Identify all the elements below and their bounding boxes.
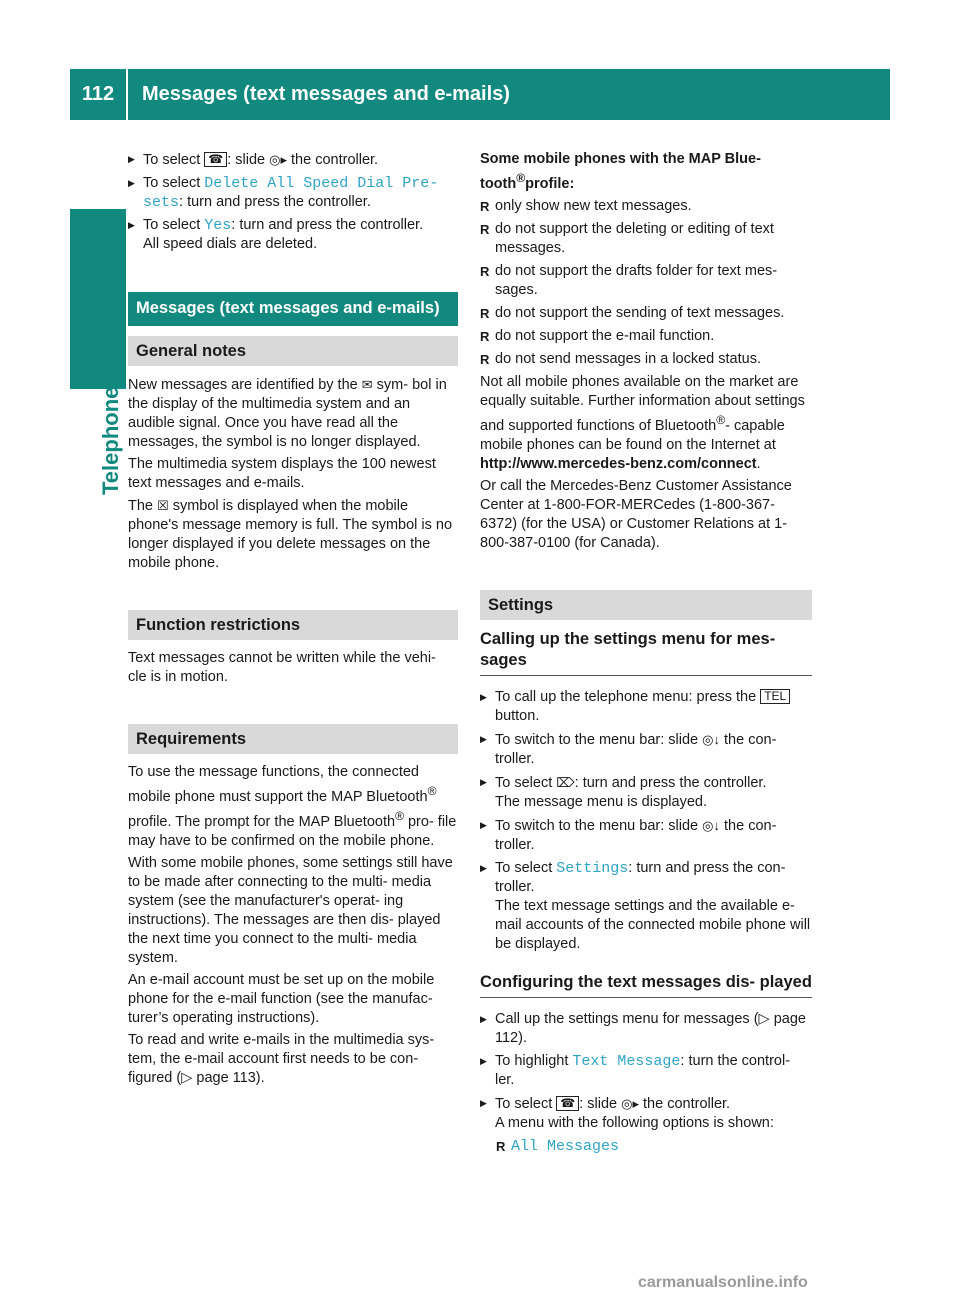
url-link[interactable]: http://www.mercedes-benz.com/connect xyxy=(480,455,757,472)
step-select-phone-menu: ▶ To select ☎ : slide ◎▸ the controller. xyxy=(128,150,458,170)
step: ▶ To select ☎ : slide ◎▸ the controller. A menu with the following options is shown: xyxy=(480,1094,812,1133)
message-menu-icon: ⌦ xyxy=(556,774,575,790)
heading-calling-settings: Calling up the settings menu for mes- sages xyxy=(480,629,812,676)
controller-slide-right-icon: ◎▸ xyxy=(269,152,287,167)
heading-requirements: Requirements xyxy=(128,724,458,754)
menu-item-settings: Settings xyxy=(556,859,629,877)
heading-general-notes: General notes xyxy=(128,336,458,366)
chapter-tab xyxy=(70,209,126,389)
step-select-yes: ▶ To select Yes: turn and press the controller. All speed dials are deleted. xyxy=(128,216,458,254)
right-column xyxy=(480,150,812,1160)
list-item: R do not support the drafts folder for text mes- sages. xyxy=(480,262,812,300)
step: ▶ To call up the telephone menu: press the TEL button. xyxy=(480,688,812,726)
paragraph: Text messages cannot be written while the vehi- cle is in motion. xyxy=(128,650,436,685)
heading-settings: Settings xyxy=(480,590,812,620)
envelope-icon: ✉ xyxy=(361,377,373,392)
menu-item-text-message: Text Message xyxy=(572,1052,681,1070)
chapter-label: Telephone xyxy=(98,386,123,495)
list-item xyxy=(496,1137,812,1156)
paragraph: The ☒ symbol is displayed when the mobile phone's message memory is full. The symbol is no longer displayed if you delete messages on the mobile phone. xyxy=(128,498,453,571)
page-ref-icon: ▷ xyxy=(181,1069,193,1086)
paragraph: To use the message functions, the connected mobile phone must support the MAP Bluetooth® profile. The prompt for the MAP Bluetooth® pro- file may have to be confirmed on the mobile phone. xyxy=(128,764,457,849)
paragraph: New messages are identified by the ✉ sym- bol in the display of the multimedia system and an audible signal. Once you have read all the messages, the symbol is no longer displayed. xyxy=(128,377,447,450)
left-column xyxy=(128,150,458,1091)
controller-slide-right-icon: ◎▸ xyxy=(621,1095,639,1111)
menu-item-all-messages: All Messages xyxy=(511,1137,620,1155)
list-item: R do not send messages in a locked status. xyxy=(480,350,812,369)
step: ▶ Call up the settings menu for messages (▷ page 112). xyxy=(480,1010,812,1048)
heading-function-restrictions: Function restrictions xyxy=(128,610,458,640)
watermark: carmanualsonline.info xyxy=(638,1274,808,1291)
telephone-menu-icon: ☎ xyxy=(204,152,227,167)
paragraph: To read and write e-mails in the multimedia sys- tem, the e-mail account first needs to be con- figured (▷ page 113). xyxy=(128,1031,435,1086)
list-item: R only show new text messages. xyxy=(480,197,812,216)
paragraph: With some mobile phones, some settings still have to be made after connecting to the multi- media system (see the manufacturer's operat- ing instructions). The messages are then dis- played the next time you connect to the multi- media system. xyxy=(128,854,453,966)
section-title-messages: Messages (text messages and e-mails) xyxy=(128,292,458,326)
step: ▶ To switch to the menu bar: slide ◎↓ the con- troller. xyxy=(480,816,812,855)
page-number: 112 xyxy=(81,83,115,105)
step: ▶ To highlight Text Message: turn the control- ler. xyxy=(480,1052,812,1090)
heading-configuring: Configuring the text messages dis- played xyxy=(480,972,812,998)
controller-slide-down-icon: ◎↓ xyxy=(702,731,720,747)
step: ▶ To select Settings: turn and press the con- troller. The text message settings and the available e- mail accounts of the connected mobile phone will be displayed. xyxy=(480,859,812,954)
intro-heading: Some mobile phones with the MAP Blue- tooth®profile: xyxy=(480,151,761,192)
paragraph: The multimedia system displays the 100 newest text messages and e-mails. xyxy=(128,456,436,491)
page-title: Messages (text messages and e-mails) xyxy=(142,83,510,105)
controller-slide-down-icon: ◎↓ xyxy=(702,817,720,833)
step-select-delete-speed-dials: ▶ To select Delete All Speed Dial Pre‐ sets: turn and press the controller. xyxy=(128,174,458,212)
menu-item-yes: Yes xyxy=(204,217,232,234)
header-divider xyxy=(126,69,128,120)
step: ▶ To switch to the menu bar: slide ◎↓ the con- troller. xyxy=(480,730,812,769)
paragraph: Not all mobile phones available on the market are equally suitable. Further information about settings and supported functions of Bluetooth®- capable mobile phones can be found on the Internet at http://www.mercedes-benz.com/connect. xyxy=(480,373,805,472)
paragraph: Or call the Mercedes-Benz Customer Assistance Center at 1-800-FOR-MERCedes (1-800-367-6372) (for the USA) or Customer Relations at 1-800-387-0100 (for Canada). xyxy=(480,477,792,551)
list-item: R do not support the sending of text messages. xyxy=(480,304,812,323)
tel-key-icon: TEL xyxy=(760,689,790,704)
list-item: R do not support the e-mail function. xyxy=(480,327,812,346)
menu-item-delete-speed-dials: Delete All Speed Dial Pre‐ sets xyxy=(143,175,439,211)
step: ▶ To select ⌦: turn and press the controller. The message menu is displayed. xyxy=(480,773,812,812)
page-ref-icon: ▷ xyxy=(758,1010,770,1027)
telephone-menu-icon: ☎ xyxy=(556,1096,579,1111)
list-item: R do not support the deleting or editing of text messages. xyxy=(480,220,812,258)
memory-full-icon: ☒ xyxy=(157,498,169,513)
paragraph: An e-mail account must be set up on the mobile phone for the e-mail function (see the manufac- turer’s operating instructions). xyxy=(128,971,435,1026)
